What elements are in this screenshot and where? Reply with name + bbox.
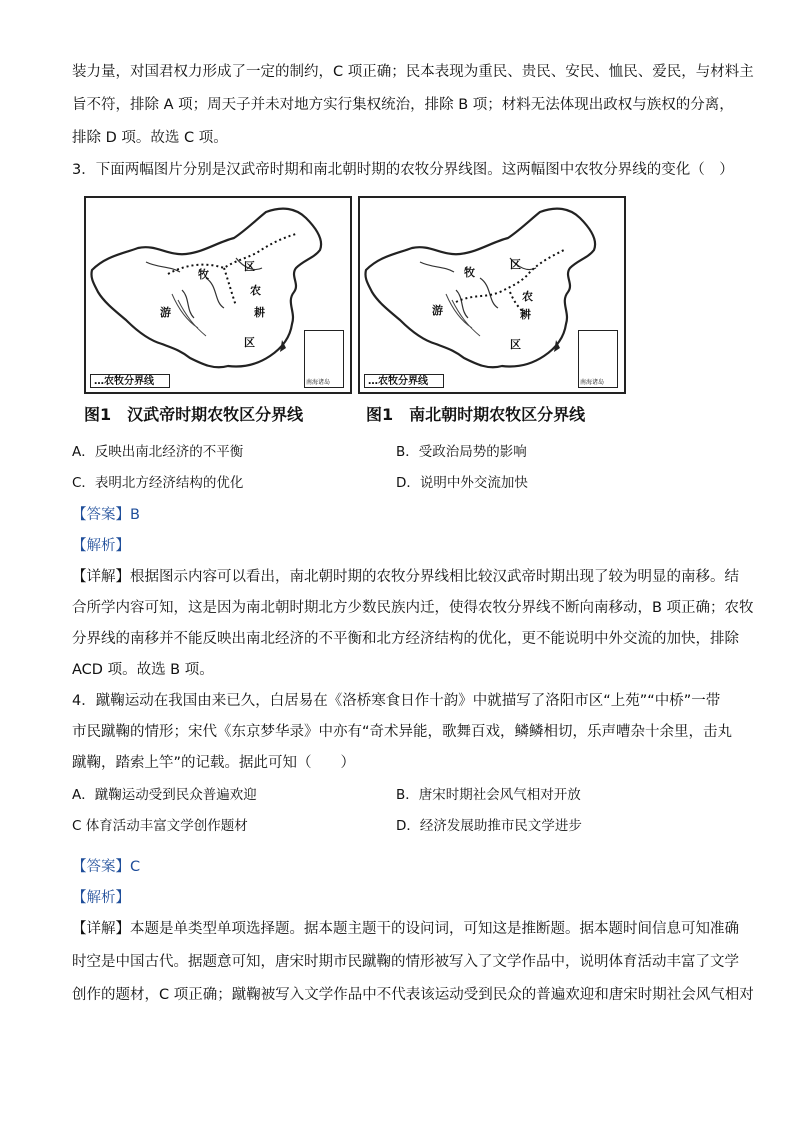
question-3-stem: 3．下面两幅图片分别是汉武帝时期和南北朝时期的农牧分界线图。这两幅图中农牧分界线的变化（ ） [72, 162, 734, 178]
q4-option-a: A．蹴鞠运动受到民众普遍欢迎 [72, 787, 257, 803]
q3-option-c: C．表明北方经济结构的优化 [72, 475, 244, 491]
map2-caption: 图1 南北朝时期农牧区分界线 [366, 405, 586, 424]
label-qu: 区 [510, 258, 521, 271]
label-nong: 农 [250, 284, 261, 297]
inset-label: 南海诸岛 [580, 379, 605, 386]
label-mu: 牧 [198, 268, 209, 281]
q3-answer [72, 505, 140, 525]
q4-option-b: B．唐宋时期社会风气相对开放 [396, 787, 581, 803]
south-china-sea-inset [578, 330, 618, 388]
question-4-stem: 4．蹴鞠运动在我国由来已久，白居易在《洛桥寒食日作十韵》中就描写了洛阳市区“上苑”“中桥”一带 [72, 693, 721, 709]
question-4-stem: 蹴鞠，踏索上竿”的记载。据此可知（ ） [72, 755, 356, 771]
q3-detail: 合所学内容可知，这是因为南北朝时期北方少数民族内迁，使得农牧分界线不断向南移动，B 项正确；农牧 [72, 600, 754, 616]
map-legend: …农牧分界线 [364, 374, 444, 388]
text-line: 旨不符，排除 A 项；周天子并未对地方实行集权统治，排除 B 项；材料无法体现出政权与族权的分离， [72, 97, 734, 113]
q3-detail: 分界线的南移并不能反映出南北经济的不平衡和北方经济结构的优化，更不能说明中外交流的加快，排除 [72, 631, 739, 647]
text-line: 装力量，对国君权力形成了一定的制约，C 项正确；民本表现为重民、贵民、安民、恤民、爱民，与材料主 [72, 64, 754, 80]
map1-caption: 图1 汉武帝时期农牧区分界线 [84, 405, 304, 424]
label-you: 游 [432, 304, 443, 317]
maps-figure [84, 196, 624, 434]
answer-label: 【答案】B [72, 507, 140, 523]
label-mu: 牧 [464, 266, 475, 279]
q3-detail: ACD 项。故选 B 项。 [72, 662, 214, 678]
inset-label: 南海诸岛 [306, 379, 331, 386]
q4-detail: 时空是中国古代。据题意可知，唐宋时期市民蹴鞠的情形被写入了文学作品中，说明体育活动丰富了文学 [72, 954, 739, 970]
label-nong: 农 [522, 290, 533, 303]
label-qu: 区 [510, 338, 521, 351]
text-line: 排除 D 项。故选 C 项。 [72, 130, 228, 146]
q4-option-c: C 体育活动丰富文学创作题材 [72, 818, 248, 834]
q3-option-d: D．说明中外交流加快 [396, 475, 528, 491]
q4-analysis [72, 888, 130, 908]
q4-answer [72, 857, 140, 877]
q3-option-a: A．反映出南北经济的不平衡 [72, 444, 244, 460]
label-qu: 区 [244, 336, 255, 349]
q4-detail: 创作的题材，C 项正确；蹴鞠被写入文学作品中不代表该运动受到民众的普遍欢迎和唐宋时期社会风气相对 [72, 987, 754, 1003]
map-nanbeichao [358, 196, 626, 394]
question-4-stem: 市民蹴鞠的情形；宋代《东京梦华录》中亦有“奇术异能，歌舞百戏，鳞鳞相切，乐声嘈杂十余里，击丸 [72, 724, 733, 740]
label-geng: 耕 [254, 306, 265, 319]
q4-detail: 【详解】本题是单类型单项选择题。据本题主题干的设问词，可知这是推断题。据本题时间信息可知准确 [72, 921, 739, 937]
q3-option-b: B．受政治局势的影响 [396, 444, 527, 460]
label-qu: 区 [244, 260, 255, 273]
south-china-sea-inset [304, 330, 344, 388]
q3-detail: 【详解】根据图示内容可以看出，南北朝时期的农牧分界线相比较汉武帝时期出现了较为明显的南移。结 [72, 569, 739, 585]
analysis-label: 【解析】 [72, 538, 130, 554]
analysis-label: 【解析】 [72, 890, 130, 906]
q4-option-d: D．经济发展助推市民文学进步 [396, 818, 582, 834]
map-legend: …农牧分界线 [90, 374, 170, 388]
map-han-wudi [84, 196, 352, 394]
label-you: 游 [160, 306, 171, 319]
label-geng: 耕 [520, 308, 531, 321]
q3-analysis [72, 536, 130, 556]
answer-label: 【答案】C [72, 859, 141, 875]
